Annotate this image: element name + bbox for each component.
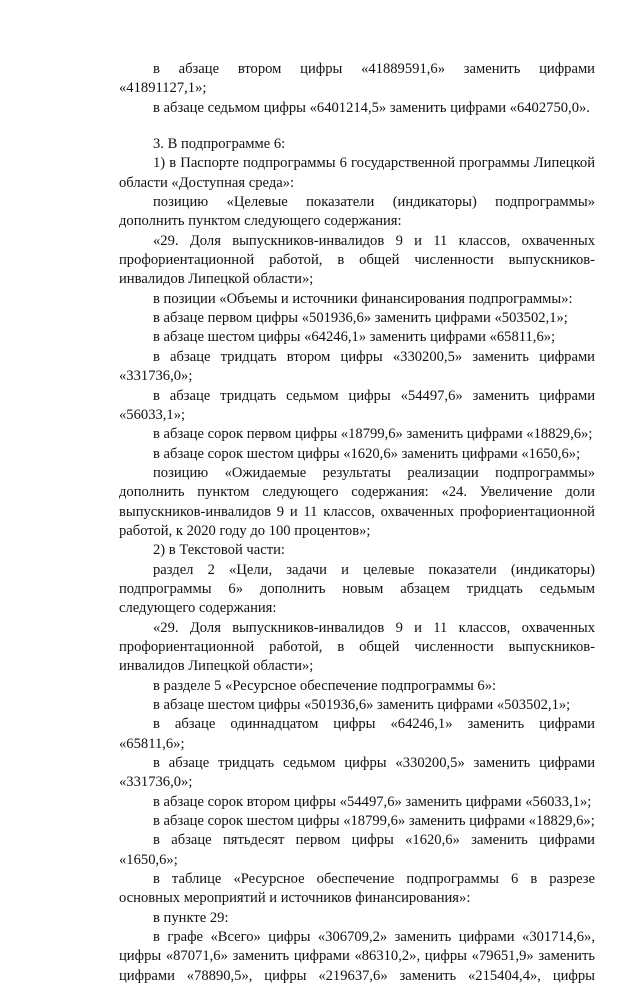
- paragraph: в абзаце втором цифры «41889591,6» заменить цифрами «41891127,1»;: [119, 61, 595, 97]
- paragraph: в абзаце сорок шестом цифры «18799,6» заменить цифрами «18829,6»;: [153, 813, 595, 830]
- paragraph: 2) в Текстовой части:: [153, 542, 285, 559]
- paragraph: в графе «Всего» цифры «306709,2» заменить цифрами «301714,6», цифры «87071,6» заменить цифрами «86310,2», цифры «79651,9» заменить цифрами «78890,5», цифры «219637,6» заменить «215404,4», цифры: [119, 929, 595, 984]
- paragraph: «29. Доля выпускников-инвалидов 9 и 11 классов, охваченных профориентационной работой, в общей численности выпускников-инвалидов Липецкой области»;: [119, 619, 595, 675]
- paragraph: в пункте 29:: [153, 909, 229, 926]
- paragraph: в абзаце шестом цифры «64246,1» заменить цифрами «65811,6»;: [153, 329, 556, 346]
- paragraph: в абзаце сорок первом цифры «18799,6» заменить цифрами «18829,6»;: [153, 426, 593, 443]
- paragraph: 1) в Паспорте подпрограммы 6 государственной программы Липецкой области «Доступная среда»:: [119, 155, 595, 191]
- paragraph: в таблице «Ресурсное обеспечение подпрограммы 6 в разрезе основных мероприятий и источников финансирования»:: [119, 871, 595, 907]
- paragraph: в абзаце сорок шестом цифры «1620,6» заменить цифрами «1650,6»;: [153, 445, 581, 462]
- paragraph: в абзаце первом цифры «501936,6» заменить цифрами «503502,1»;: [153, 310, 568, 327]
- paragraph: в разделе 5 «Ресурсное обеспечение подпрограммы 6»:: [153, 677, 497, 694]
- paragraph: позицию «Целевые показатели (индикаторы) подпрограммы» дополнить пунктом следующего содержания:: [119, 194, 595, 230]
- paragraph: раздел 2 «Цели, задачи и целевые показатели (индикаторы) подпрограммы 6» дополнить новым абзацем тридцать седьмым следующего содержания:: [119, 561, 595, 617]
- paragraph-spacer: [119, 118, 595, 135]
- paragraph: в абзаце тридцать седьмом цифры «54497,6» заменить цифрами «56033,1»;: [119, 387, 595, 423]
- paragraph: в абзаце сорок втором цифры «54497,6» заменить цифрами «56033,1»;: [153, 793, 592, 810]
- paragraph: в позиции «Объемы и источники финансирования подпрограммы»:: [153, 290, 573, 307]
- paragraph: 3. В подпрограмме 6:: [153, 136, 286, 153]
- paragraph: в абзаце одиннадцатом цифры «64246,1» заменить цифрами «65811,6»;: [119, 716, 595, 752]
- paragraph: в абзаце пятьдесят первом цифры «1620,6» заменить цифрами «1650,6»;: [119, 832, 595, 868]
- paragraph: в абзаце седьмом цифры «6401214,5» заменить цифрами «6402750,0».: [153, 99, 590, 116]
- paragraph: в абзаце тридцать втором цифры «330200,5» заменить цифрами «331736,0»;: [119, 348, 595, 385]
- paragraph: в абзаце шестом цифры «501936,6» заменить цифрами «503502,1»;: [153, 697, 571, 713]
- document-body: [119, 60, 595, 986]
- paragraph: в абзаце тридцать седьмом цифры «330200,5» заменить цифрами «331736,0»;: [119, 755, 595, 791]
- paragraph: «29. Доля выпускников-инвалидов 9 и 11 классов, охваченных профориентационной работой, в общей численности выпускников-инвалидов Липецкой области»;: [119, 232, 595, 288]
- paragraph: позицию «Ожидаемые результаты реализации подпрограммы» дополнить пунктом следующего содержания: «24. Увеличение доли выпускников-инвалидов 9 и 11 классов, охваченных профориентационной работой, к 2020 году до 100 процентов»;: [119, 464, 595, 539]
